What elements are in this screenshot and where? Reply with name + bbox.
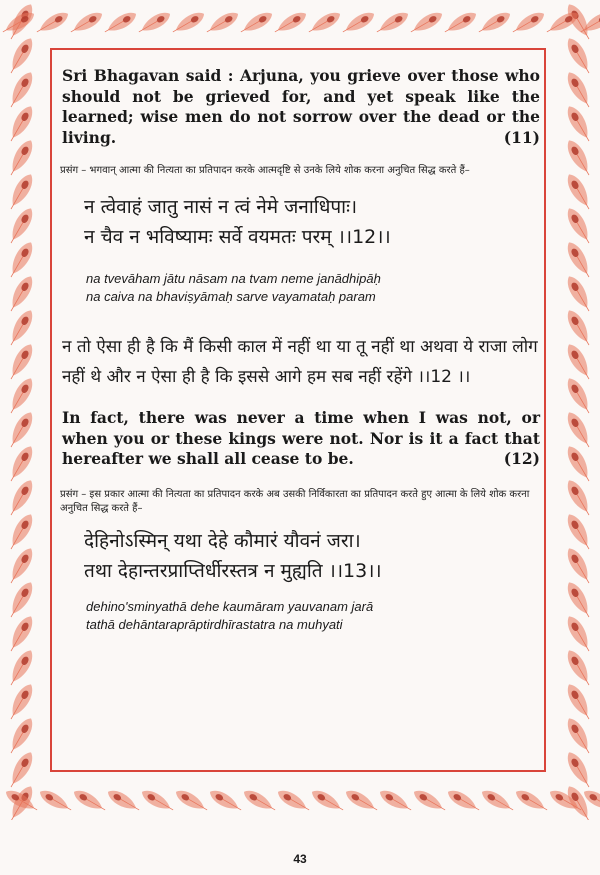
feather-icon	[68, 9, 105, 38]
feather-icon	[3, 787, 40, 816]
verse-12-sanskrit	[62, 192, 540, 252]
feather-icon	[510, 9, 547, 38]
feather-icon	[563, 69, 595, 110]
feather-icon	[411, 787, 448, 816]
feather-icon	[563, 375, 595, 416]
page-content	[62, 66, 540, 634]
feather-icon	[5, 307, 37, 348]
verse-11-english	[62, 66, 540, 148]
feather-icon	[238, 9, 275, 38]
feather-icon	[563, 409, 595, 450]
feather-icon	[173, 787, 210, 816]
feather-icon	[5, 171, 37, 212]
feather-icon	[343, 787, 380, 816]
feather-icon	[5, 409, 37, 450]
feather-icon	[5, 579, 37, 620]
feather-icon	[563, 477, 595, 518]
feather-icon	[563, 443, 595, 484]
feather-icon	[5, 715, 37, 756]
feather-icon	[578, 9, 600, 38]
feather-icon	[34, 9, 71, 38]
feather-icon	[5, 341, 37, 382]
feather-icon	[241, 787, 278, 816]
feather-icon	[563, 307, 595, 348]
feather-icon	[0, 9, 37, 38]
verse-13-translit-line-1: dehino'sminyathā dehe kaumāram yauvanam jarā	[86, 598, 374, 614]
feather-icon	[5, 273, 37, 314]
feather-icon	[275, 787, 312, 816]
feather-icon	[272, 9, 309, 38]
feather-icon	[5, 443, 37, 484]
feather-border-right	[552, 0, 600, 820]
feather-border-bottom	[0, 778, 600, 822]
verse-13-sanskrit-line-2: तथा देहान्तरप्राप्तिर्धीरस्तत्र न मुह्यति ।।13।।	[84, 559, 382, 582]
feather-icon	[5, 205, 37, 246]
verse-13-transliteration	[62, 598, 540, 634]
feather-border-left	[0, 0, 48, 820]
feather-icon	[377, 787, 414, 816]
feather-icon	[37, 787, 74, 816]
feather-icon	[563, 103, 595, 144]
verse-12-sanskrit-line-2: न चैव न भविष्यामः सर्वे वयमतः परम् ।।12।।	[84, 226, 391, 248]
feather-icon	[204, 9, 241, 38]
feather-icon	[563, 681, 595, 722]
feather-icon	[340, 9, 377, 38]
verse-13-sanskrit	[62, 526, 540, 586]
verse-11-english-text: Sri Bhagavan said : Arjuna, you grieve over those who should not be grieved for, and yet speak like the learned; wise men do not sorrow over the dead or the living.	[62, 66, 540, 147]
feather-icon	[5, 375, 37, 416]
verse-12-hindi: न तो ऐसा ही है कि मैं किसी काल में नहीं था या तू नहीं था अथवा ये राजा लोग नहीं थे और न ऐसा ही है कि इससे आगे हम सब नहीं रहेंगे ।।12 ।।	[62, 337, 538, 387]
feather-icon	[207, 787, 244, 816]
verse-12-number: (12)	[503, 449, 540, 468]
feather-icon	[563, 137, 595, 178]
feather-border-top	[0, 0, 600, 46]
feather-icon	[374, 9, 411, 38]
feather-icon	[5, 69, 37, 110]
feather-icon	[5, 681, 37, 722]
feather-icon	[563, 545, 595, 586]
feather-icon	[102, 9, 139, 38]
feather-icon	[563, 715, 595, 756]
verse-12-translit-line-2: na caiva na bhaviṣyāmaḥ sarve vayamataḥ param	[86, 289, 376, 304]
feather-icon	[581, 787, 600, 816]
verse-12-translit-line-1: na tvevāham jātu nāsam na tvam neme janādhipāḥ	[86, 271, 381, 286]
verse-11-number: (11)	[503, 127, 540, 147]
feather-icon	[563, 511, 595, 552]
feather-icon	[309, 787, 346, 816]
context-note-2: प्रसंग – इस प्रकार आत्मा की नित्यता का प्रतिपादन करके अब उसकी निर्विकारता का प्रतिपादन करते हुए आत्मा के लिये शोक करना अनुचित सिद्ध करते हैं–	[60, 488, 530, 514]
feather-icon	[71, 787, 108, 816]
verse-12-english	[62, 408, 540, 470]
feather-icon	[563, 205, 595, 246]
feather-icon	[170, 9, 207, 38]
feather-icon	[563, 171, 595, 212]
verse-13-translit-line-2: tathā dehāntaraprāptirdhīrastatra na muhyati	[86, 616, 343, 632]
feather-icon	[139, 787, 176, 816]
feather-icon	[563, 613, 595, 654]
feather-icon	[442, 9, 479, 38]
feather-icon	[563, 647, 595, 688]
context-note-1: प्रसंग – भगवान् आत्मा की नित्यता का प्रतिपादन करके आत्मदृष्टि से उनके लिये शोक करना अनुचित सिद्ध करते हैं–	[60, 165, 470, 176]
feather-icon	[544, 9, 581, 38]
feather-icon	[5, 511, 37, 552]
feather-icon	[5, 137, 37, 178]
feather-icon	[563, 579, 595, 620]
feather-icon	[136, 9, 173, 38]
feather-icon	[513, 787, 550, 816]
feather-icon	[547, 787, 584, 816]
feather-icon	[5, 477, 37, 518]
feather-icon	[408, 9, 445, 38]
feather-icon	[105, 787, 142, 816]
feather-icon	[479, 787, 516, 816]
feather-icon	[5, 613, 37, 654]
feather-icon	[563, 239, 595, 280]
feather-icon	[563, 273, 595, 314]
feather-icon	[5, 647, 37, 688]
feather-icon	[5, 239, 37, 280]
verse-12-english-text: In fact, there was never a time when I was not, or when you or these kings were not. Nor is it a fact that hereafter we shall all cease to be.	[62, 408, 540, 468]
verse-12-sanskrit-line-1: न त्वेवाहं जातु नासं न त्वं नेमे जनाधिपाः।	[84, 196, 358, 218]
verse-13-sanskrit-line-1: देहिनोऽस्मिन् यथा देहे कौमारं यौवनं जरा।	[84, 529, 361, 552]
feather-icon	[563, 341, 595, 382]
page-number: 43	[293, 852, 307, 866]
feather-icon	[5, 545, 37, 586]
feather-icon	[306, 9, 343, 38]
verse-12-transliteration	[62, 270, 540, 306]
feather-icon	[5, 103, 37, 144]
feather-icon	[476, 9, 513, 38]
feather-icon	[445, 787, 482, 816]
